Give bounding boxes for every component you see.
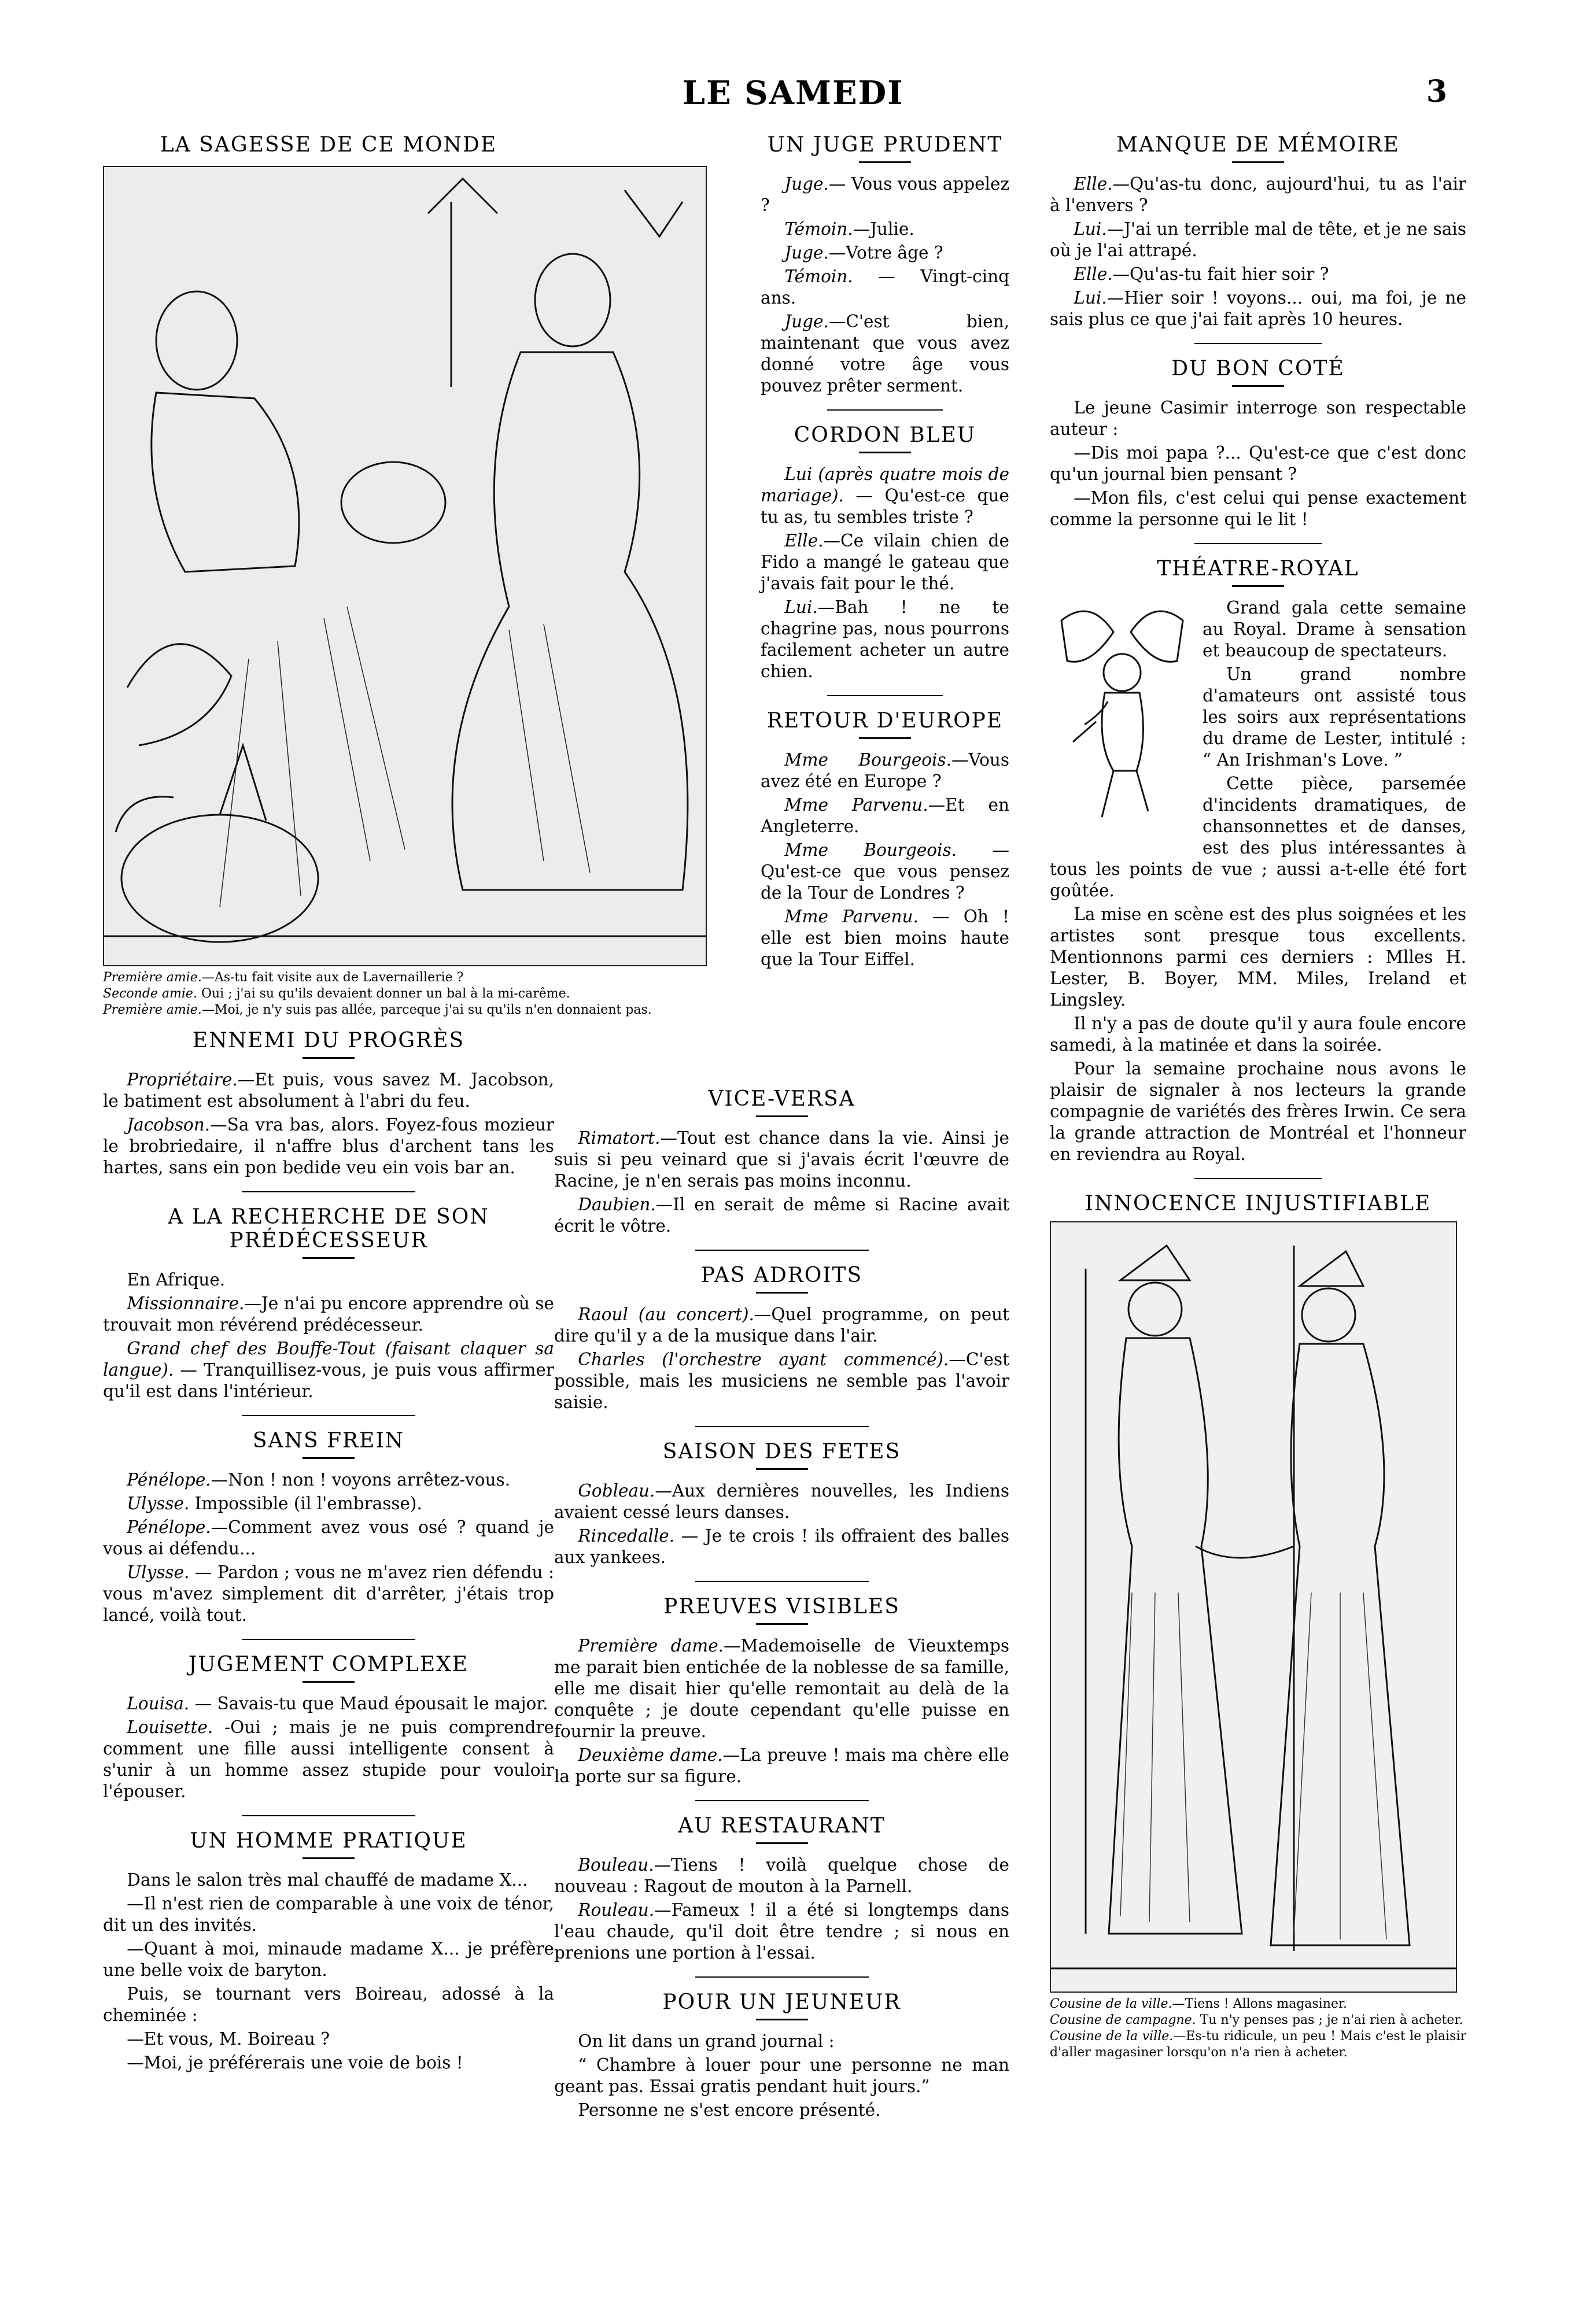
divider [756, 1842, 808, 1844]
caption-line: Seconde amie. Oui ; j'ai su qu'ils devaient donner un bal à la mi-carême. [103, 987, 570, 1001]
section-title: JUGEMENT COMPLEXE [188, 1653, 469, 1676]
paragraph: Charles (l'orchestre ayant commencé).—C'est possible, mais les musiciens ne semble pas l'avoir saisie. [554, 1350, 1009, 1412]
paragraph: Grand gala cette semaine au Royal. Drame à sensation et beaucoup de spectateurs. [1203, 598, 1466, 660]
paragraph: Mme Bourgeois.—Vous avez été en Europe ? [761, 750, 1009, 791]
paragraph: Lui.—J'ai un terrible mal de tête, et je ne sais où je l'ai attrapé. [1050, 219, 1466, 260]
paragraph: Mme Bourgeois. — Qu'est-ce que vous pensez de la Tour de Londres ? [761, 840, 1009, 903]
section-title: CORDON BLEU [794, 423, 976, 447]
caption-line: Cousine de la ville.—Es-tu ridicule, un peu ! Mais c'est le plaisir d'aller magasiner lorsqu'on n'a rien à acheter. [1050, 2029, 1467, 2060]
divider [827, 695, 943, 696]
divider [695, 1250, 869, 1251]
divider [756, 1468, 808, 1470]
section-title: UN HOMME PRATIQUE [190, 1829, 467, 1853]
paragraph: Bouleau.—Tiens ! voilà quelque chose de nouveau : Ragout de mouton à la Parnell. [554, 1855, 1009, 1896]
paragraph: Grand chef des Bouffe-Tout (faisant claquer sa langue). — Tranquillisez-vous, je puis vous affirmer qu'il est dans l'intérieur. [103, 1339, 554, 1401]
divider [242, 1639, 415, 1640]
paragraph: Louisa. — Savais-tu que Maud épousait le major. [127, 1694, 548, 1713]
paragraph: Louisette. -Oui ; mais je ne puis comprendre comment une fille aussi intelligente consent à s'unir à un homme assez stupide pour vouloir l'épouser. [103, 1717, 554, 1801]
section-title: PREUVES VISIBLES [663, 1595, 900, 1619]
paragraph: Première dame.—Mademoiselle de Vieuxtemps me parait bien entichée de la noblesse de sa famille, elle me disait hier qu'elle remontait au delà de la conquête ; je doute cependant qu'elle puisse en fournir la preuve. [554, 1636, 1009, 1741]
two-women-illustration [1050, 1221, 1457, 1993]
divider [1194, 1178, 1322, 1179]
divider [827, 409, 943, 411]
section-title: VICE-VERSA [708, 1087, 855, 1111]
divider [242, 1191, 415, 1192]
paragraph: Juge.—Votre âge ? [784, 243, 943, 263]
divider [1232, 385, 1284, 387]
paragraph: Propriétaire.—Et puis, vous savez M. Jacobson, le batiment est absolument à l'abri du feu. [103, 1070, 554, 1111]
section-title: DU BON COTÉ [1171, 357, 1345, 380]
paragraph: —Et vous, M. Boireau ? [127, 2029, 330, 2049]
column-2-bottom [554, 1087, 1009, 2123]
paragraph: Dans le salon très mal chauffé de madame X... [127, 1870, 528, 1890]
divider [242, 1815, 415, 1816]
paragraph: Ulysse. Impossible (il l'embrasse). [127, 1494, 422, 1513]
section-title: THÉATRE-ROYAL [1157, 557, 1359, 581]
masthead: LE SAMEDI [682, 74, 904, 112]
divider [859, 452, 911, 453]
paragraph: La mise en scène est des plus soignées et les artistes sont presque tous excellents. Mentionnons parmi ces derniers : Mlles H. Lester, B. Boyer, MM. Miles, Ireland et Lingsley. [1050, 904, 1466, 1010]
paragraph: On lit dans un grand journal : [578, 2031, 835, 2051]
paragraph: Un grand nombre d'amateurs ont assisté tous les soirs aux représentations du drame de Lester, intitulé : “ An Irishman's Love. ” [1203, 664, 1466, 770]
page-header [0, 74, 1586, 120]
salon-illustration [103, 166, 707, 966]
two-women-drawing-icon [1051, 1222, 1456, 1992]
section-title: INNOCENCE INJUSTIFIABLE [1085, 1192, 1432, 1215]
divider [1232, 585, 1284, 587]
paragraph: —Moi, je préférerais une voie de bois ! [127, 2053, 463, 2072]
paragraph: Il n'y a pas de doute qu'il y aura foule encore samedi, à la matinée et dans la soirée. [1050, 1014, 1466, 1055]
paragraph: Lui.—Bah ! ne te chagrine pas, nous pourrons facilement acheter un autre chien. [761, 597, 1009, 681]
section-title: UN JUGE PRUDENT [767, 133, 1003, 157]
divider [859, 161, 911, 163]
illustration-caption [1050, 1996, 1466, 2061]
section-title: AU RESTAURANT [678, 1814, 886, 1838]
column-2-top [761, 133, 1009, 973]
paragraph: Gobleau.—Aux dernières nouvelles, les Indiens avaient cessé leurs danses. [554, 1481, 1009, 1522]
section-title: ENNEMI DU PROGRÈS [192, 1029, 465, 1052]
paragraph: Rimatort.—Tout est chance dans la vie. Ainsi je suis si peu veinard que si j'avais écrit l'œuvre de Racine, je n'en serais pas moins inconnu. [554, 1128, 1009, 1191]
divider [756, 2019, 808, 2020]
paragraph: —Quant à moi, minaude madame X... je préfère une belle voix de baryton. [103, 1939, 554, 1980]
cherub-icon [1050, 597, 1194, 846]
paragraph: Missionnaire.—Je n'ai pu encore apprendre où se trouvait mon révérend prédécesseur. [103, 1294, 554, 1335]
paragraph: Pénélope.—Comment avez vous osé ? quand je vous ai défendu... [103, 1517, 554, 1558]
paragraph: Cette pièce, parsemée d'incidents dramatiques, de chansonnettes et de danses, est des plus intéressantes à tous les points de vue ; aussi a-t-elle été fort goûtée. [1050, 774, 1466, 900]
paragraph: Elle.—Qu'as-tu donc, aujourd'hui, tu as l'air à l'envers ? [1050, 174, 1466, 215]
divider [1194, 343, 1322, 344]
divider [695, 1800, 869, 1801]
caption-line: Cousine de campagne. Tu n'y penses pas ; je n'ai rien à acheter. [1050, 2013, 1463, 2027]
paragraph: Elle.—Ce vilain chien de Fido a mangé le gateau que j'avais fait pour le thé. [761, 531, 1009, 593]
divider [242, 1415, 415, 1416]
paragraph: Personne ne s'est encore présenté. [578, 2100, 881, 2120]
illustration-caption [103, 970, 705, 1018]
section-title: MANQUE DE MÉMOIRE [1116, 133, 1400, 157]
paragraph: Juge.—C'est bien, maintenant que vous avez donné votre âge vous pouvez prêter serment. [761, 312, 1009, 396]
paragraph: Puis, se tournant vers Boireau, adossé à la cheminée : [103, 1984, 554, 2025]
paragraph: —Il n'est rien de comparable à une voix de ténor, dit un des invités. [103, 1894, 554, 1935]
divider [1232, 161, 1284, 163]
divider [303, 1457, 355, 1459]
paragraph: Deuxième dame.—La preuve ! mais ma chère elle la porte sur sa figure. [554, 1745, 1009, 1786]
section-title: A LA RECHERCHE DE SON PRÉDÉCESSEUR [168, 1205, 489, 1252]
paragraph: Jacobson.—Sa vra bas, alors. Foyez-fous mozieur le brobriedaire, il n'affre blus d'archent tans les hartes, sans ein pon bedide veu ein vois bar an. [103, 1115, 554, 1177]
paragraph: Rincedalle. — Je te crois ! ils offraient des balles aux yankees. [554, 1526, 1009, 1567]
cherub-illustration [1050, 597, 1194, 846]
divider [303, 1681, 355, 1683]
column-1 [103, 133, 652, 2076]
divider [859, 737, 911, 739]
caption-line: Cousine de la ville.—Tiens ! Allons magasiner. [1050, 1997, 1348, 2011]
section-title: SANS FREIN [252, 1429, 405, 1453]
divider [695, 1976, 869, 1978]
paragraph: Elle.—Qu'as-tu fait hier soir ? [1074, 264, 1329, 284]
paragraph: Mme Parvenu. — Oh ! elle est bien moins haute que la Tour Eiffel. [761, 907, 1010, 969]
divider [1194, 543, 1322, 544]
paragraph: Témoin. — Vingt-cinq ans. [761, 267, 1009, 308]
divider [303, 1257, 355, 1259]
divider [756, 1115, 808, 1117]
paragraph: —Dis moi papa ?... Qu'est-ce que c'est donc qu'un journal bien pensant ? [1050, 443, 1466, 484]
divider [756, 1623, 808, 1625]
paragraph: Pour la semaine prochaine nous avons le plaisir de signaler à nos lecteurs la grande compagnie de variétés des frères Irwin. Ce sera la grande attraction de Montréal et l'honneur en reviendra au Royal. [1050, 1059, 1466, 1164]
paragraph: En Afrique. [127, 1270, 226, 1290]
paragraph: Lui.—Hier soir ! voyons... oui, ma foi, je ne sais plus ce que j'ai fait après 10 heures. [1050, 288, 1466, 329]
divider [303, 1857, 355, 1859]
paragraph: Ulysse. — Pardon ; vous ne m'avez rien défendu : vous m'avez simplement dit d'arrêter, j'étais trop lancé, voilà tout. [103, 1562, 554, 1625]
section-title: RETOUR D'EUROPE [766, 709, 1004, 733]
paragraph: Pénélope.—Non ! non ! voyons arrêtez-vous. [127, 1470, 511, 1490]
paragraph: Raoul (au concert).—Quel programme, on peut dire qu'il y a de la musique dans l'air. [554, 1305, 1010, 1346]
divider [303, 1057, 355, 1059]
paragraph: —Mon fils, c'est celui qui pense exactement comme la personne qui le lit ! [1050, 488, 1466, 529]
illustration-title: LA SAGESSE DE CE MONDE [160, 133, 497, 157]
salon-drawing-icon [104, 167, 706, 965]
section-title: POUR UN JEUNEUR [662, 1990, 901, 2014]
paragraph: Rouleau.—Fameux ! il a été si longtemps dans l'eau chaude, qu'il doit être tendre ; si nous en prenions une portion à l'essai. [554, 1900, 1009, 1963]
paragraph: Daubien.—Il en serait de même si Racine avait écrit le vôtre. [554, 1195, 1009, 1236]
paragraph: Lui (après quatre mois de mariage). — Qu'est-ce que tu as, tu sembles triste ? [761, 464, 1009, 527]
divider [756, 1292, 808, 1294]
section-title: PAS ADROITS [700, 1263, 863, 1287]
caption-line: Première amie.—Moi, je n'y suis pas allée, parceque j'ai su qu'ils n'en donnaient pas. [103, 1003, 652, 1017]
paragraph: Témoin.—Julie. [784, 219, 914, 239]
section-title: SAISON DES FETES [662, 1440, 901, 1464]
column-3 [1050, 133, 1466, 2067]
paragraph: Mme Parvenu.—Et en Angleterre. [761, 795, 1009, 836]
divider [695, 1426, 869, 1427]
divider [695, 1581, 869, 1582]
paragraph: Le jeune Casimir interroge son respectable auteur : [1050, 398, 1466, 439]
paragraph: Juge.— Vous vous appelez ? [761, 174, 1009, 215]
paragraph: “ Chambre à louer pour une personne ne man geant pas. Essai gratis pendant huit jours.” [554, 2055, 1009, 2096]
caption-line: Première amie.—As-tu fait visite aux de Lavernaillerie ? [103, 970, 464, 985]
page-number: 3 [1426, 74, 1447, 109]
